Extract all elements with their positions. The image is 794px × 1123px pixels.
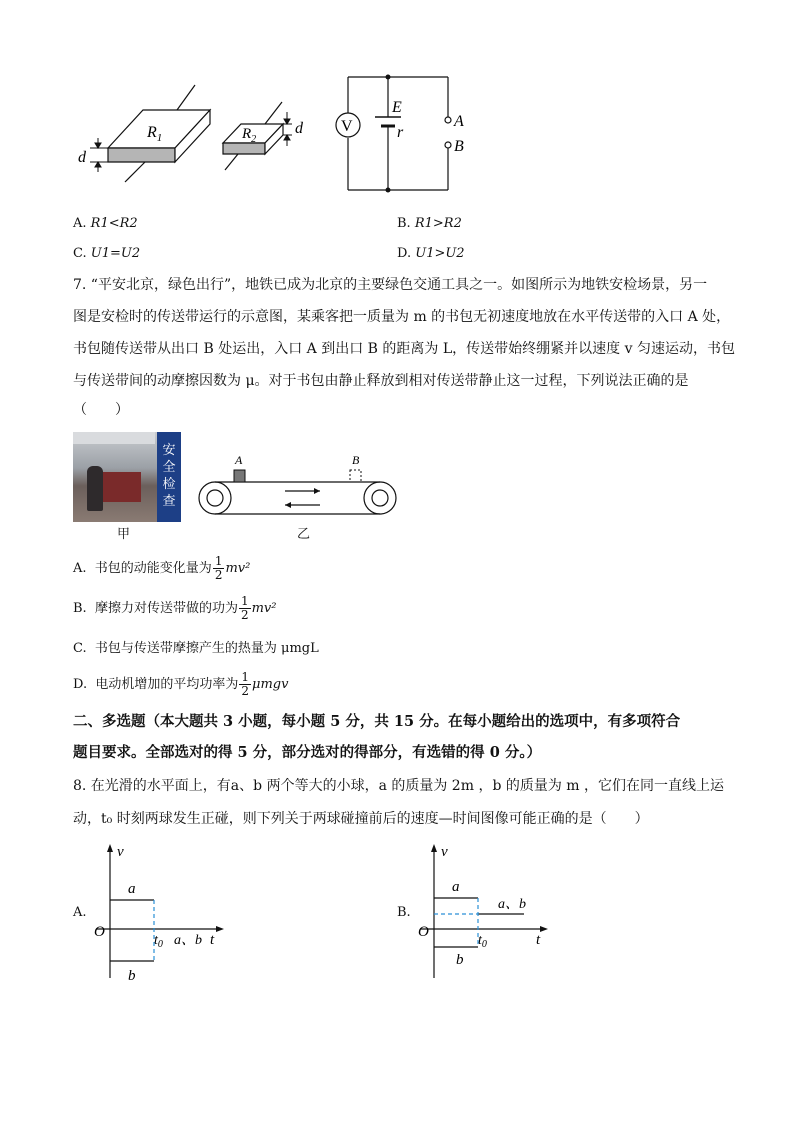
d-left-dimension bbox=[90, 138, 108, 172]
d-right-dimension bbox=[283, 112, 292, 146]
t-axis-label: t bbox=[536, 932, 541, 948]
terminal-a-label: A bbox=[454, 113, 464, 130]
junction-dot bbox=[386, 188, 391, 193]
line-a-label: a bbox=[128, 881, 136, 897]
belt-b-label: B bbox=[352, 453, 360, 467]
t0-label: $t_0$ bbox=[154, 933, 163, 950]
q7-stem-line-3: 书包随传送带从出口 B 处运出，入口 A 到出口 B 的距离为 L，传送带始终绷紧并以速度 v 匀速运动，书包 bbox=[73, 341, 735, 357]
v-axis-label: v bbox=[441, 844, 448, 860]
baggage-scanner bbox=[101, 472, 141, 502]
q7-stem-line-2: 图是安检时的传送带运行的示意图，某乘客把一质量为 m 的书包无初速度地放在水平传送带的入口 A 处， bbox=[73, 309, 731, 325]
circuit bbox=[336, 77, 451, 190]
bag-at-b bbox=[350, 470, 361, 482]
terminal-b-label: B bbox=[454, 138, 464, 155]
origin-label: O bbox=[94, 924, 105, 940]
line-a-label: a bbox=[452, 879, 460, 895]
d-label-left: d bbox=[78, 149, 86, 166]
q8-stem-line-1: 8. 在光滑的水平面上，有a、b 两个等大的小球，a 的质量为 2m ，b 的质量为 m ，它们在同一直线上运 bbox=[73, 778, 725, 794]
passenger-figure bbox=[87, 466, 103, 511]
line-b-label: b bbox=[456, 952, 464, 968]
q7-option-b: B. 摩擦力对传送带做的功为 $\frac{1}{2}$ mv² bbox=[73, 594, 277, 622]
q8-stem-line-2: 动，t₀ 时刻两球发生正碰，则下列关于两球碰撞前后的速度—时间图像可能正确的是（ ） bbox=[73, 811, 649, 827]
t-axis-label: t bbox=[210, 932, 215, 948]
voltmeter-symbol: V bbox=[341, 118, 353, 135]
r1-label: $R_1$ bbox=[147, 124, 163, 144]
q7-option-a: A. 书包的动能变化量为 $\frac{1}{2}$ mv² bbox=[73, 554, 251, 582]
q6-option-b: B. R1>R2 bbox=[397, 216, 462, 231]
q6-option-d: D. U1>U2 bbox=[397, 246, 465, 261]
t-axis-arrow bbox=[216, 926, 224, 932]
v-axis-arrow bbox=[431, 844, 437, 852]
v-axis-arrow bbox=[107, 844, 113, 852]
q7-stem-line-4: 与传送带间的动摩擦因数为 μ。对于书包由静止释放到相对传送带静止这一过程，下列说法正确的是 bbox=[73, 373, 689, 389]
label-yi: 乙 bbox=[297, 527, 311, 542]
t-axis-arrow bbox=[540, 926, 548, 932]
q6-resistor-circuit-figure bbox=[70, 70, 490, 200]
q8-option-b-label: B. bbox=[397, 905, 411, 920]
q8-graph-a bbox=[88, 840, 238, 985]
section2-heading-line-1: 二、多选题（本大题共 3 小题，每小题 5 分，共 15 分。在每小题给出的选项中，有多项符合 bbox=[73, 713, 681, 730]
section2-heading-line-2: 题目要求。全部选对的得 5 分，部分选对的得部分，有选错的得 0 分。） bbox=[73, 744, 542, 761]
after-collision-label: a、b bbox=[498, 897, 526, 912]
q7-option-c: C. 书包与传送带摩擦产生的热量为 μmgL bbox=[73, 641, 319, 656]
security-sign: 安 全 检 查 bbox=[157, 432, 181, 522]
origin-label: O bbox=[418, 924, 429, 940]
belt-direction-arrow-right bbox=[314, 488, 320, 494]
q8-graph-b bbox=[412, 840, 562, 985]
q8-option-a-label: A. bbox=[73, 905, 87, 920]
d-label-right: d bbox=[295, 120, 303, 137]
belt-direction-arrow-left bbox=[285, 502, 291, 508]
q7-stem-line-1: 7. “平安北京，绿色出行”，地铁已成为北京的主要绿色交通工具之一。如图所示为地铁安检场景，另一 bbox=[73, 277, 708, 293]
security-check-photo bbox=[73, 432, 181, 522]
q7-answer-blank: （ ） bbox=[73, 402, 129, 418]
q7-option-d: D. 电动机增加的平均功率为 $\frac{1}{2}$ μmgv bbox=[73, 670, 289, 698]
v-axis-label: v bbox=[117, 844, 124, 860]
emf-label: E bbox=[392, 99, 402, 116]
line-b-label: b bbox=[128, 968, 136, 984]
internal-resistance-label: r bbox=[397, 124, 404, 141]
belt-a-label: A bbox=[235, 453, 243, 467]
junction-dot bbox=[386, 75, 391, 80]
q6-option-a: A. R1<R2 bbox=[73, 216, 138, 231]
t0-label: $t_0$ bbox=[478, 933, 487, 950]
after-collision-label: a、b bbox=[174, 933, 202, 948]
label-jia: 甲 bbox=[117, 527, 131, 542]
q6-option-c: C. U1=U2 bbox=[73, 246, 141, 261]
r2-label: $R_2$ bbox=[242, 126, 257, 145]
bag-at-a bbox=[234, 470, 245, 482]
